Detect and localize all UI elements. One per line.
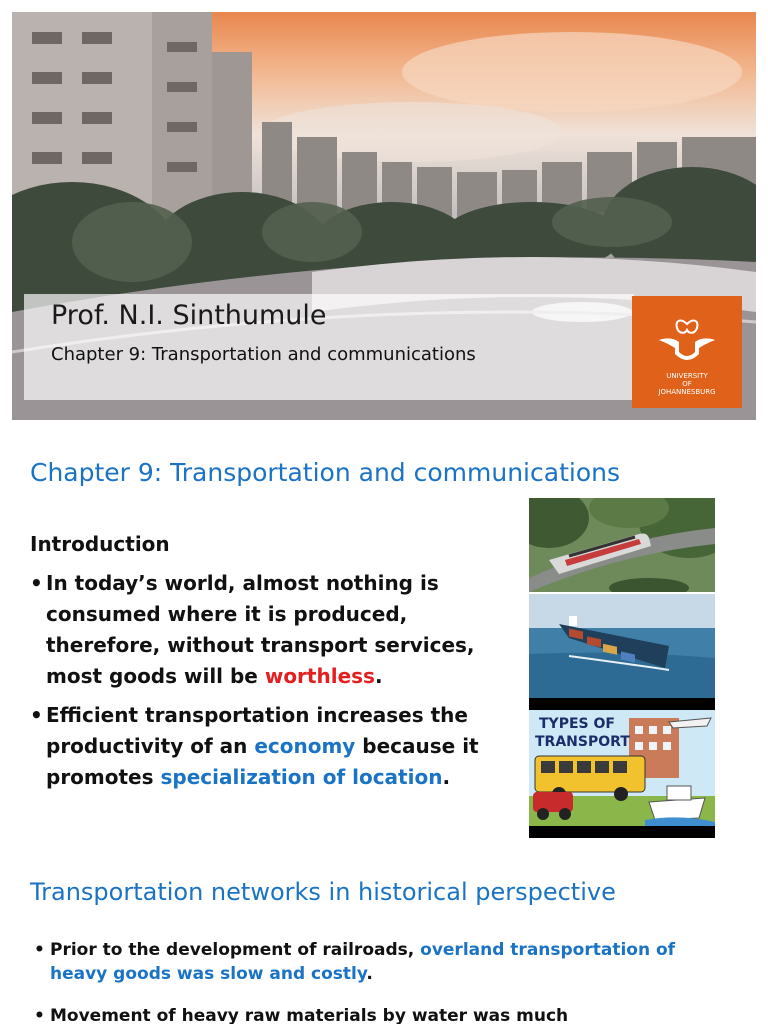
bullet-item: [30, 1004, 730, 1024]
bullet-item: [30, 938, 730, 986]
slide-title: Chapter 9: Transportation and communications: [30, 458, 620, 487]
train-illustration: [529, 498, 715, 592]
history-bullet-list: [30, 938, 730, 1024]
intro-bullet-list: [30, 568, 520, 801]
types-of-transport-illustration: [529, 698, 715, 838]
types-caption-line1: TYPES OF: [539, 716, 615, 732]
logo-line-johannesburg: JOHANNESBURG: [658, 388, 716, 396]
history-slide: [0, 864, 768, 1024]
transport-cartoon: [529, 698, 715, 838]
ship-illustration: [529, 594, 715, 698]
highlight-overland: overland transportation of heavy goods was slow and costly: [50, 940, 676, 984]
train-photo: [529, 498, 715, 592]
cover-subtitle: Chapter 9: Transportation and communications: [51, 344, 476, 365]
university-logo: [632, 296, 742, 408]
bullet-text: Efficient transportation increases the productivity of an: [46, 703, 468, 758]
logo-line-university: UNIVERSITY: [666, 372, 708, 380]
highlight-worthless: worthless: [264, 664, 375, 688]
bullet-icon: •: [30, 703, 43, 727]
slide-title: Transportation networks in historical perspective: [30, 878, 616, 906]
bullet-item: [30, 568, 520, 692]
bullet-text-end: .: [374, 664, 383, 688]
title-band: [24, 294, 634, 400]
types-caption-line2: TRANSPORT: [535, 734, 630, 750]
bullet-icon: •: [34, 940, 45, 960]
bullet-text-end: .: [366, 964, 373, 984]
presenter-name: Prof. N.I. Sinthumule: [51, 300, 327, 331]
intro-slide: [0, 432, 768, 852]
cover-slide: [12, 12, 756, 420]
highlight-economy: economy: [254, 734, 356, 758]
logo-text: [632, 372, 742, 396]
bullet-text-end: .: [442, 765, 451, 789]
bullet-item: [30, 700, 520, 793]
logo-line-of: OF: [682, 380, 692, 388]
highlight-specialization: specialization of location: [160, 765, 443, 789]
section-heading: Introduction: [30, 532, 170, 556]
bullet-text: Movement of heavy raw materials by water was much: [50, 1006, 569, 1024]
bullet-icon: •: [30, 571, 43, 595]
bullet-icon: •: [34, 1006, 45, 1024]
crest-icon: [657, 318, 717, 364]
bullet-text: Prior to the development of railroads,: [50, 940, 421, 960]
container-ship-photo: [529, 594, 715, 698]
bullet-text-mid: because it promotes: [46, 734, 479, 789]
bullet-text: In today’s world, almost nothing is consumed where it is produced, therefore, without transport services, most goods will be: [46, 571, 475, 688]
